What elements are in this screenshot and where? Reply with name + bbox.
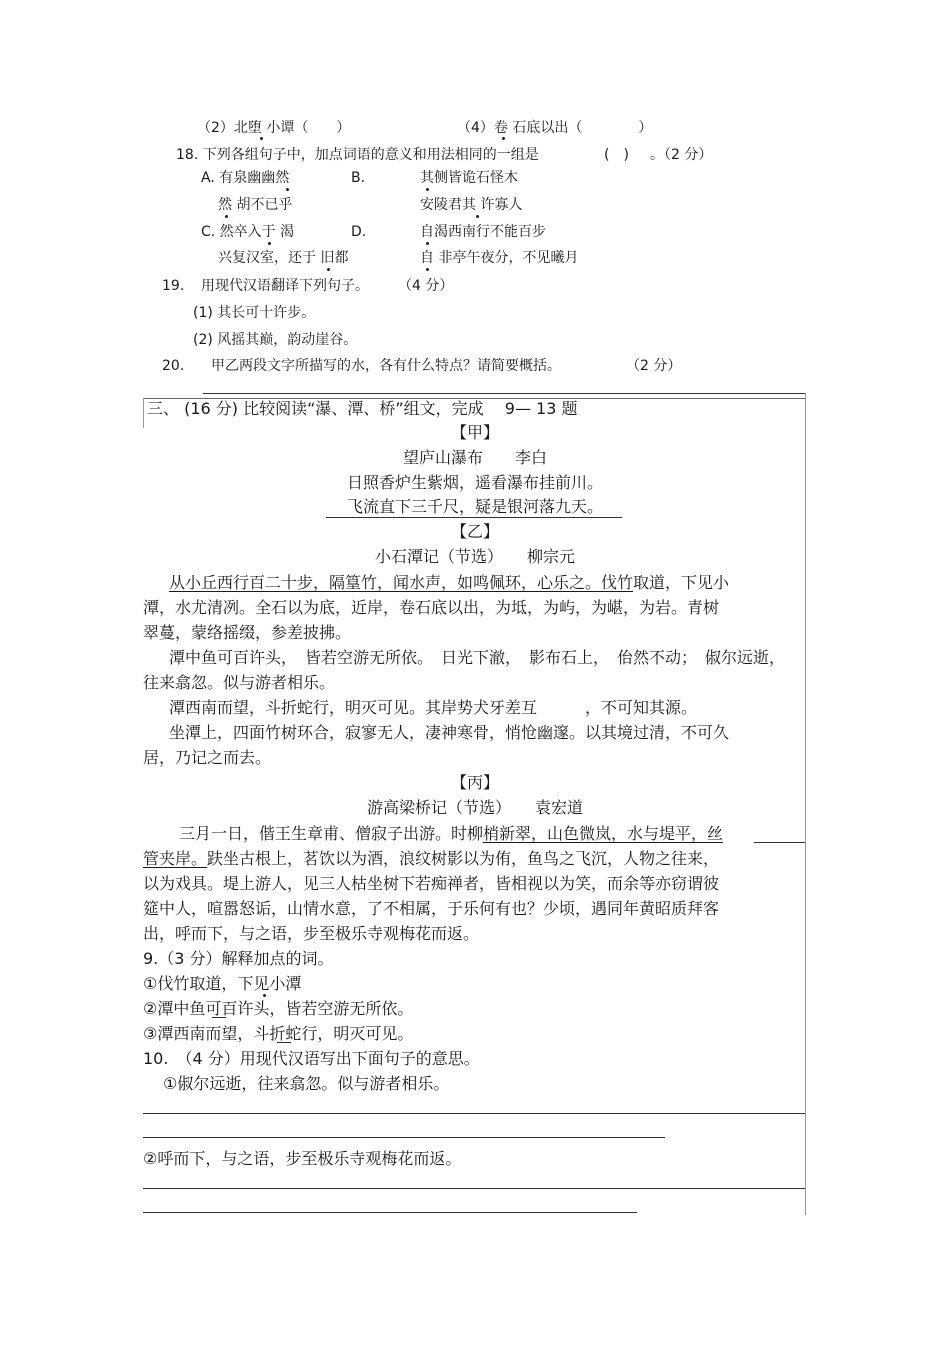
yi-paragraph-1-line-1 (169, 572, 729, 594)
yi-title: 小石潭记（节选） 柳宗元 (374, 547, 575, 566)
q18-option-b-label: B. (351, 170, 366, 186)
emphasis-dot (327, 268, 330, 271)
bing-paragraph-line-1 (179, 823, 723, 845)
q18-score: 。（2 分） (650, 147, 713, 163)
bing-title: 游高梁桥记（节选） 袁宏道 (366, 798, 583, 817)
jia-title: 望庐山瀑布 李白 (402, 448, 547, 467)
q18-option-d2: 自 非亭午夜分，不见曦月 (420, 250, 579, 266)
q10-stem: 10. （4 分）用现代汉语写出下面句子的意思。 (143, 1049, 480, 1068)
q18-option-b1: 其侧皆诡石怪木 (420, 170, 518, 186)
answer-line (143, 1188, 805, 1189)
q18-option-a1: A. 有泉幽幽然 (201, 170, 290, 186)
q19-number: 19. (162, 278, 185, 294)
q18-option-d1: 自渴西南行不能百步 (420, 224, 546, 240)
q19-sentence-2: (2) 风摇其巅，韵动崖谷。 (193, 332, 358, 348)
q20-number: 20. (162, 358, 185, 374)
emphasis-dot (426, 268, 429, 271)
q9-stem: 9.（3 分）解释加点的词。 (143, 949, 334, 968)
q17-item-4: （4）卷 石底以出（ ） (457, 120, 653, 136)
emphasis-dot (426, 188, 429, 191)
q9-item-1: ①伐竹取道，下见小潭 (143, 974, 302, 993)
emphasis-dot (476, 215, 479, 218)
q18-option-c1: C. 然卒入于 渴 (201, 224, 295, 240)
emphasis-underline (277, 1042, 291, 1043)
q18-option-b2: 安陵君其 许寡人 (420, 197, 523, 213)
q19-score: （4 分） (398, 278, 454, 294)
q20-stem: 甲乙两段文字所描写的水，各有什么特点？请简要概括。 (211, 358, 561, 374)
yi-paragraph-1-line-2: 潭，水尤清冽。全石以为底，近岸，卷石底以出，为坻，为屿，为嵁，为岩。青树 (143, 598, 720, 617)
emphasis-underline (212, 1017, 226, 1018)
emphasis-dot (426, 242, 429, 245)
q17-item-2: （2）北堕 小谭（ ） (197, 120, 351, 136)
underlined-passage: 管夹岸。 (143, 849, 208, 868)
q9-item-2: ②潭中鱼可百许头，皆若空游无所依。 (143, 999, 414, 1018)
answer-line (143, 1113, 805, 1114)
emphasis-dot (260, 137, 263, 140)
q18-stem: 18. 下列各组句子中，加点词语的意义和用法相同的一组是 (176, 147, 539, 163)
underlined-passage: 从小丘西行百二十步，隔篁竹，闻水声，如鸣佩环，心乐之。伐竹 (169, 573, 634, 592)
jia-poem-line-1: 日照香炉生紫烟，遥看瀑布挂前川。 (346, 473, 603, 492)
q19-stem: 用现代汉语翻译下列句子。 (201, 278, 369, 294)
emphasis-dot (225, 215, 228, 218)
poem-underline (326, 517, 622, 518)
bing-paragraph-line-2 (143, 848, 719, 870)
text-run: 趺坐古根上，茗饮以为酒，浪纹树影以为侑，鱼鸟之飞沉，人物之往来， (207, 849, 720, 868)
q9-item-3: ③潭西南而望，斗折蛇行，明灭可见。 (143, 1024, 414, 1043)
yi-paragraph-2-line-1: 潭中鱼可百许头， 皆若空游无所依。 日光下澈， 影布石上， 佁然不动； 俶尔远逝， (169, 648, 786, 667)
q10-item-1: ①俶尔远逝，往来翕忽。似与游者相乐。 (163, 1074, 450, 1093)
section-3-heading: 三、 (16 分) 比较阅读“瀑、潭、桥”组文，完成 9— 13 题 (147, 399, 578, 418)
yi-label: 【乙】 (450, 522, 499, 541)
yi-paragraph-1-line-3: 翠蔓，蒙络摇缀，参差披拂。 (143, 623, 352, 642)
emphasis-dot (286, 188, 289, 191)
q19-sentence-1: (1) 其长可十许步。 (193, 305, 316, 321)
answer-line (203, 393, 805, 394)
bing-label: 【丙】 (450, 773, 499, 792)
yi-paragraph-3: 潭西南而望，斗折蛇行，明灭可见。其岸势犬牙差互 ，不可知其源。 (169, 698, 698, 717)
emphasis-dot (263, 994, 266, 997)
underline-extension (754, 842, 805, 843)
q18-answer-paren: ( ) (604, 147, 629, 163)
q18-option-c2: 兴复汉室，还于 旧都 (218, 250, 349, 266)
emphasis-dot (268, 242, 271, 245)
yi-paragraph-4-line-2: 居，乃记之而去。 (143, 748, 272, 767)
yi-paragraph-2-line-2: 往来翕忽。似与游者相乐。 (143, 673, 336, 692)
answer-line (143, 1137, 665, 1138)
underlined-passage: 梢新翠，山色微岚，水与堤平，丝 (483, 824, 724, 843)
text-run: 三月一日，偕王生章甫、僧寂子出游。时柳 (179, 824, 484, 843)
bing-paragraph-line-4: 筵中人，喧嚣怒诟，山情水意，了不相属，于乐何有也？少顷，遇同年黄昭质拜客 (143, 899, 720, 918)
q10-item-2: ②呼而下，与之语，步至极乐寺观梅花而返。 (143, 1149, 462, 1168)
jia-label: 【甲】 (450, 423, 499, 442)
bing-paragraph-line-5: 出，呼而下，与之语，步至极乐寺观梅花而返。 (143, 924, 480, 943)
q18-option-a2: 然 胡不已乎 (218, 197, 293, 213)
bing-paragraph-line-3: 以为戏具。堤上游人，见三人枯坐树下若痴禅者，皆相视以为笑，而余等亦窃谓彼 (143, 874, 720, 893)
answer-line (143, 1212, 637, 1213)
yi-paragraph-4-line-1: 坐潭上，四面竹树环合，寂寥无人，凄神寒骨，悄怆幽邃。以其境过清，不可久 (169, 723, 730, 742)
text-run: 取道，下见小 (633, 573, 730, 592)
q18-option-d-label: D. (351, 224, 367, 240)
jia-poem-line-2: 飞流直下三千尺，疑是银河落九天。 (346, 497, 603, 516)
emphasis-dot (502, 137, 505, 140)
q20-score: （2 分） (626, 358, 682, 374)
